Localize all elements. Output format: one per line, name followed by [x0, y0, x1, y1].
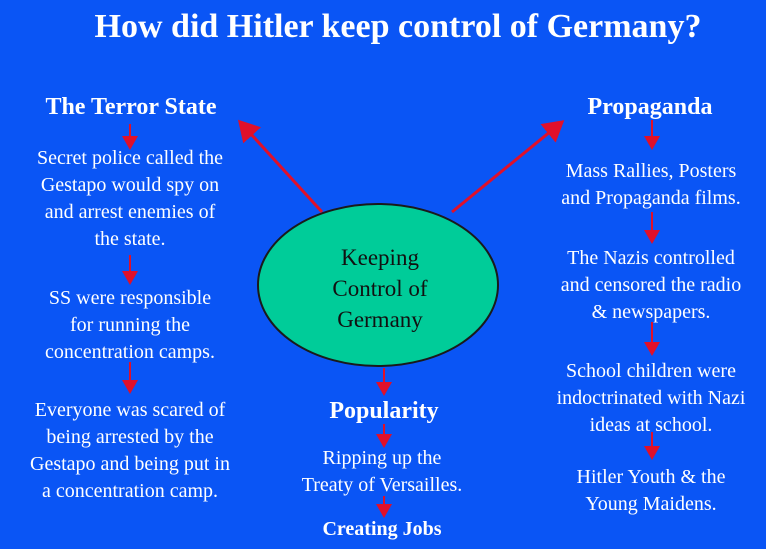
terror-point-3: [4, 397, 256, 505]
arrow-to-terror-state: [240, 122, 322, 212]
text-line: and arrest enemies of: [44, 201, 216, 223]
center-label: [262, 242, 498, 335]
text-line: Secret police called the: [36, 147, 223, 169]
text-line: for running the: [70, 314, 190, 336]
text-line: Ripping up the: [322, 447, 442, 469]
popularity-point-1: [262, 445, 502, 499]
terror-point-2: [10, 285, 250, 366]
propaganda-point-3: [536, 358, 766, 439]
text-line: Everyone was scared of: [34, 399, 226, 421]
terror-point-1: [10, 145, 250, 253]
terror-state-heading: The Terror State: [45, 94, 217, 120]
text-line: and Propaganda films.: [561, 187, 741, 209]
center-label-line: Germany: [337, 307, 423, 332]
text-line: ideas at school.: [589, 414, 713, 436]
text-line: & newspapers.: [591, 301, 711, 323]
propaganda-point-1: [536, 158, 766, 212]
page-title: How did Hitler keep control of Germany?: [94, 8, 702, 45]
text-line: the state.: [94, 228, 166, 250]
text-line: School children were: [566, 360, 736, 382]
text-line: concentration camps.: [45, 341, 215, 363]
text-line: indoctrinated with Nazi: [556, 387, 746, 409]
text-line: Gestapo would spy on: [40, 174, 220, 196]
text-line: and censored the radio: [560, 274, 742, 296]
text-line: a concentration camp.: [41, 480, 219, 502]
text-line: being arrested by the: [46, 426, 214, 448]
text-line: Gestapo and being put in: [30, 453, 230, 475]
text-line: Hitler Youth & the: [576, 466, 726, 488]
text-line: Young Maidens.: [585, 493, 717, 515]
propaganda-point-4: [536, 464, 766, 518]
text-line: SS were responsible: [48, 287, 212, 309]
center-label-line: Keeping: [341, 245, 419, 270]
popularity-point-2: [262, 516, 502, 543]
center-label-line: Control of: [332, 276, 428, 301]
text-line: Mass Rallies, Posters: [565, 160, 737, 182]
popularity-heading: Popularity: [329, 398, 439, 424]
propaganda-point-2: [536, 245, 766, 326]
text-line: The Nazis controlled: [567, 247, 735, 269]
text-line: Creating Jobs: [322, 518, 442, 540]
propaganda-heading: Propaganda: [587, 94, 713, 120]
text-line: Treaty of Versailles.: [301, 474, 463, 496]
